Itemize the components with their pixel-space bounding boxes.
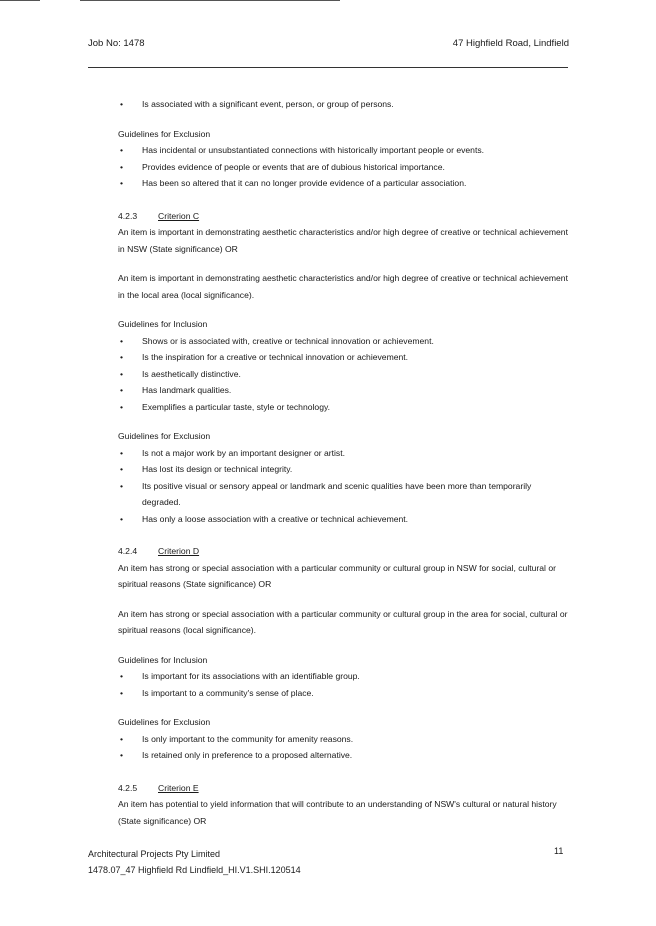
job-number: Job No: 1478 [88, 38, 145, 49]
intro-list [118, 96, 568, 113]
guidelines-heading: Guidelines for Exclusion [118, 431, 211, 441]
local-significance-text: An item is important in demonstrating aesthetic characteristics and/or high degree of creative or technical achievement in the local area (local significance). [118, 273, 568, 300]
guidelines-heading: Guidelines for Inclusion [118, 319, 208, 329]
inclusion-list [118, 333, 568, 416]
list-item: • Is not a major work by an important designer or artist. [118, 445, 568, 462]
scan-edge-line [80, 0, 340, 1]
bullet-icon: • [120, 368, 124, 379]
list-item: • Is aesthetically distinctive. [118, 366, 568, 383]
section-number: 4.2.5 [118, 782, 138, 793]
bullet-icon: • [120, 513, 124, 524]
section-title: Criterion C [158, 210, 200, 221]
bullet-icon: • [120, 352, 124, 362]
list-item: • Is only important to the community for amenity reasons. [118, 731, 568, 748]
bullet-icon: • [120, 671, 124, 681]
section-number: 4.2.3 [118, 210, 138, 221]
list-item: • Is associated with a significant event, person, or group of persons. [118, 96, 568, 113]
bullet-icon: • [120, 447, 124, 458]
bullet-icon: • [120, 480, 124, 491]
section-title: Criterion E [158, 782, 199, 793]
company-name: Architectural Projects Pty Limited [88, 849, 221, 859]
bullet-icon: • [120, 750, 124, 760]
exclusion-list [118, 731, 568, 764]
exclusion-list [118, 445, 568, 528]
inclusion-list [118, 668, 568, 701]
header-address: 47 Highfield Road, Lindfield [452, 38, 569, 49]
section-heading-criterion-e [118, 780, 568, 797]
list-item: • Provides evidence of people or events that are of dubious historical importance. [118, 159, 568, 176]
state-significance-text: An item has strong or special association with a particular community or cultural group in NSW for social, cultural or spiritual reasons (State significance) OR [118, 562, 556, 589]
bullet-icon: • [120, 335, 124, 346]
state-significance-text: An item has potential to yield information that will contribute to an understanding of NSW's cultural or natural history (State significance) OR [118, 799, 557, 826]
list-item: • Is important for its associations with an identifiable group. [118, 668, 568, 685]
bullet-icon: • [120, 385, 124, 395]
list-item: • Its positive visual or sensory appeal or landmark and scenic qualities have been more than temporarily degraded. [118, 478, 568, 511]
list-item: • Has only a loose association with a creative or technical achievement. [118, 511, 568, 528]
bullet-icon: • [120, 464, 124, 474]
list-item: • Has been so altered that it can no longer provide evidence of a particular association. [118, 175, 568, 192]
list-item: • Has incidental or unsubstantiated connections with historically important people or events. [118, 142, 568, 159]
header-divider [88, 67, 568, 68]
list-item: • Has lost its design or technical integrity. [118, 461, 568, 478]
list-item: • Is retained only in preference to a proposed alternative. [118, 747, 568, 764]
bullet-icon: • [120, 401, 124, 412]
bullet-icon: • [120, 99, 124, 109]
list-item: • Shows or is associated with, creative or technical innovation or achievement. [118, 333, 568, 350]
state-significance-text: An item is important in demonstrating aesthetic characteristics and/or high degree of creative or technical achievement in NSW (State significance) OR [118, 227, 568, 254]
guidelines-heading: Guidelines for Inclusion [118, 654, 208, 665]
section-heading-criterion-d [118, 543, 568, 560]
list-item: • Exemplifies a particular taste, style or technology. [118, 399, 568, 416]
bullet-icon: • [120, 145, 124, 155]
bullet-icon: • [120, 733, 124, 744]
section-heading-criterion-c [118, 208, 568, 225]
list-item: • Is important to a community's sense of place. [118, 685, 568, 702]
section-number: 4.2.4 [118, 546, 138, 556]
list-item: • Has landmark qualities. [118, 382, 568, 399]
section-title: Criterion D [158, 546, 200, 556]
list-item: • Is the inspiration for a creative or technical innovation or achievement. [118, 349, 568, 366]
bullet-icon: • [120, 687, 124, 698]
guidelines-heading: Guidelines for Exclusion [118, 128, 211, 139]
footer [88, 846, 301, 878]
page-number: 11 [554, 846, 564, 856]
local-significance-text: An item has strong or special association with a particular community or cultural group in the area for social, cultural or spiritual reasons (local significance). [118, 608, 568, 635]
file-reference: 1478.07_47 Highfield Rd Lindfield_HI.V1.SHI.120514 [88, 865, 301, 875]
guidelines-heading: Guidelines for Exclusion [118, 717, 211, 727]
bullet-icon: • [120, 161, 124, 172]
bullet-icon: • [120, 178, 124, 188]
exclusion-list [118, 142, 568, 192]
scan-edge-line [0, 0, 40, 1]
document-body [118, 96, 568, 829]
